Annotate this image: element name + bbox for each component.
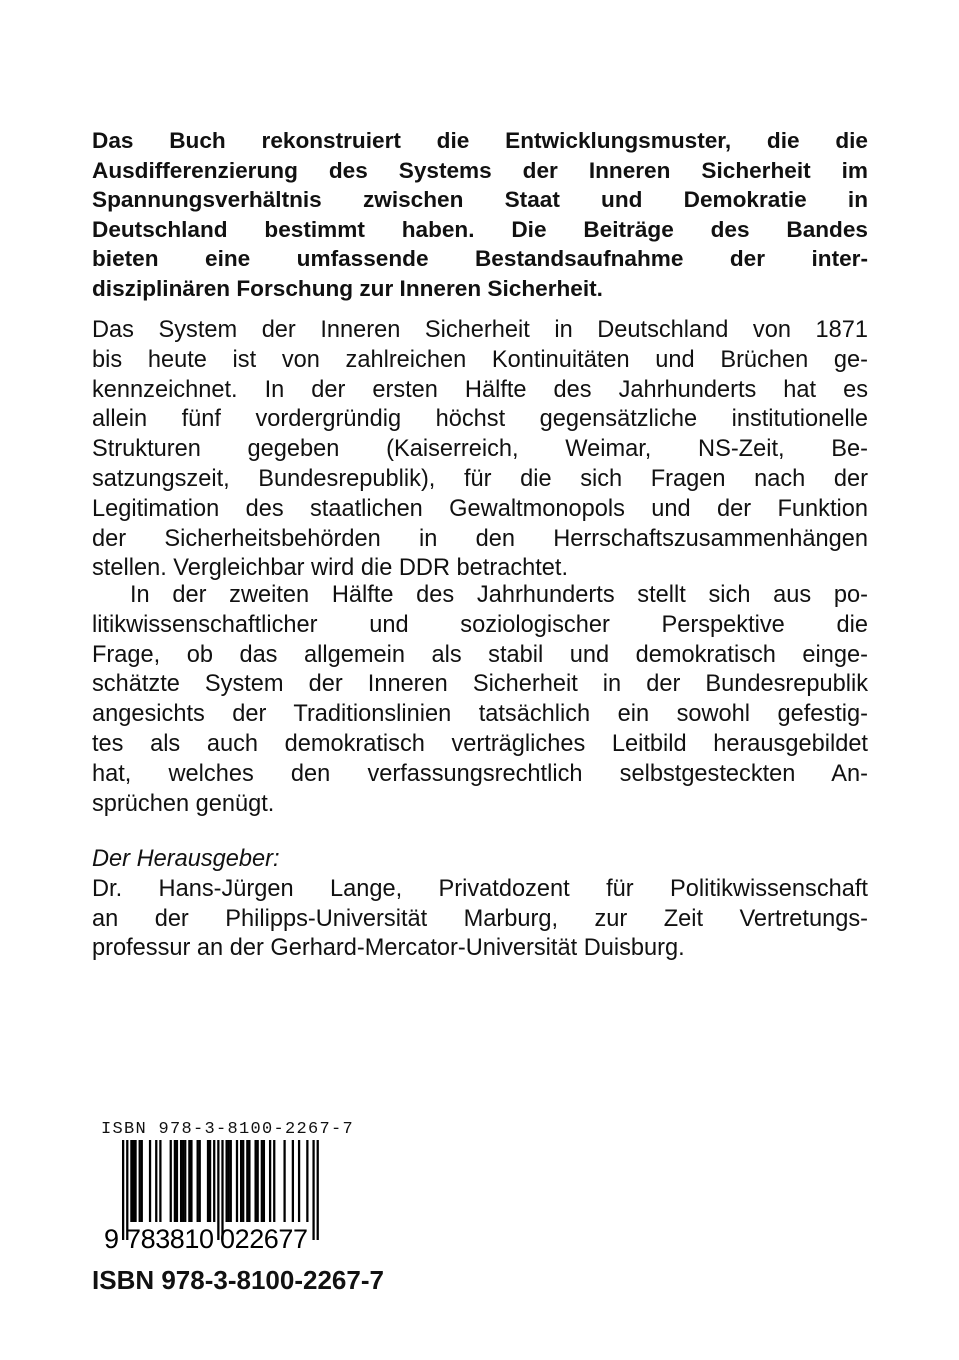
barcode-bar (226, 1140, 228, 1222)
text-line: sprüchen genügt. (92, 790, 275, 817)
text-line: schätzte System der Inneren Sicherheit in der Bundesrepublik (92, 671, 868, 698)
barcode-bar (283, 1140, 285, 1222)
barcode-bar (122, 1140, 124, 1240)
barcode-bar (242, 1140, 244, 1222)
barcode-bar (141, 1140, 143, 1222)
barcode-bar (182, 1140, 184, 1222)
text-line: Ausdifferenzierung des Systems der Inneren Sicherheit im (92, 157, 868, 183)
barcode-bar (132, 1140, 134, 1222)
text-line: Frage, ob das allgemein als stabil und demokratisch einge- (92, 641, 868, 668)
barcode-bar (273, 1140, 275, 1222)
barcode-bar (269, 1140, 271, 1222)
text-line: hat, welches den verfassungsrechtlich selbstgesteckten An- (92, 760, 868, 787)
barcode-bar (213, 1140, 215, 1222)
barcode-bar (174, 1140, 176, 1222)
text-line: satzungszeit, Bundesrepublik), für die sich Fragen nach der (92, 465, 868, 492)
barcode-bar (317, 1140, 319, 1240)
barcode-bar (130, 1140, 132, 1222)
barcode-first-digit: 9 (104, 1224, 120, 1254)
barcode-bar (261, 1140, 263, 1222)
description-paragraph-1 (92, 316, 868, 584)
barcode-bar (199, 1140, 201, 1222)
description-paragraph-2 (92, 581, 868, 819)
text-line: Das Buch rekonstruiert die Entwicklungsmuster, die die (92, 128, 868, 153)
text-line: allein fünf vordergründig höchst gegensätzliche institutionelle (92, 406, 868, 433)
text-line: stellen. Vergleichbar wird die DDR betrachtet. (92, 555, 569, 582)
barcode-bar (263, 1140, 265, 1222)
barcode-bar (230, 1140, 232, 1222)
barcode-bar (228, 1140, 230, 1222)
barcode-bar (197, 1140, 199, 1222)
barcode-bar (134, 1140, 136, 1222)
barcode-bar (176, 1140, 178, 1222)
barcode-bar (209, 1140, 211, 1222)
barcode-bar (312, 1140, 314, 1240)
blurb-bold (92, 126, 868, 304)
text-line: Legitimation des staatlichen Gewaltmonopols und der Funktion (92, 495, 868, 522)
text-line: disziplinären Forschung zur Inneren Sicherheit. (92, 275, 603, 301)
barcode-bar (159, 1140, 161, 1222)
barcode-bar (149, 1140, 151, 1222)
text-line: bieten eine umfassende Bestandsaufnahme der inter- (92, 246, 868, 272)
barcode-bar (298, 1140, 300, 1222)
text-line: Deutschland bestimmt haben. Die Beiträge des Bandes (92, 216, 868, 242)
isbn-number: ISBN 978-3-8100-2267-7 (92, 1265, 384, 1295)
barcode-bar (184, 1140, 186, 1222)
barcode-bar (190, 1140, 192, 1222)
barcode-bar (170, 1140, 172, 1222)
barcode-left-digits: 783810 (126, 1224, 214, 1254)
text-line: In der zweiten Hälfte des Jahrhunderts stellt sich aus po- (130, 582, 868, 608)
barcode-bar (155, 1140, 157, 1222)
barcode-bar (248, 1140, 250, 1222)
barcode-bar (306, 1140, 308, 1222)
text-line: kennzeichnet. In der ersten Hälfte des Jahrhunderts hat es (92, 376, 868, 403)
editor-section (92, 845, 868, 964)
barcode-bar (207, 1140, 209, 1222)
barcode-right-digits: 022677 (220, 1224, 308, 1254)
barcode-bar (240, 1140, 242, 1222)
text-line: tes als auch demokratisch verträgliches Leitbild herausgebildet (92, 730, 868, 757)
isbn-barcode (92, 1140, 332, 1255)
text-line: angesichts der Traditionslinien tatsächlich ein sowohl gefestig- (92, 701, 868, 728)
barcode-bar (254, 1140, 256, 1222)
text-line: an der Philipps-Universität Marburg, zur Zeit Vertretungs- (92, 905, 868, 932)
barcode-bar (236, 1140, 238, 1222)
text-line: litikwissenschaftlicher und soziologischer Perspektive die (92, 611, 868, 638)
barcode-bar (188, 1140, 190, 1222)
text-line: professur an der Gerhard-Mercator-Universität Duisburg. (92, 935, 685, 962)
text-line: Spannungsverhältnis zwischen Staat und Demokratie in (92, 187, 868, 213)
text-line: bis heute ist von zahlreichen Kontinuitäten und Brüchen ge- (92, 346, 868, 373)
text-line: Das System der Inneren Sicherheit in Deutschland von 1871 (92, 317, 868, 343)
barcode-bar (246, 1140, 248, 1222)
text-line: der Sicherheitsbehörden in den Herrschaftszusammenhängen (92, 525, 868, 552)
barcode-isbn-label: ISBN 978-3-8100-2267-7 (101, 1120, 355, 1139)
barcode-bar (257, 1140, 259, 1222)
text-line: Dr. Hans-Jürgen Lange, Privatdozent für Politikwissenschaft (92, 875, 868, 902)
editor-heading: Der Herausgeber: (92, 846, 280, 872)
barcode-bar (180, 1140, 182, 1222)
barcode-bar (292, 1140, 294, 1222)
text-line: Strukturen gegeben (Kaiserreich, Weimar, NS-Zeit, Be- (92, 436, 868, 463)
barcode-bar (139, 1140, 141, 1222)
